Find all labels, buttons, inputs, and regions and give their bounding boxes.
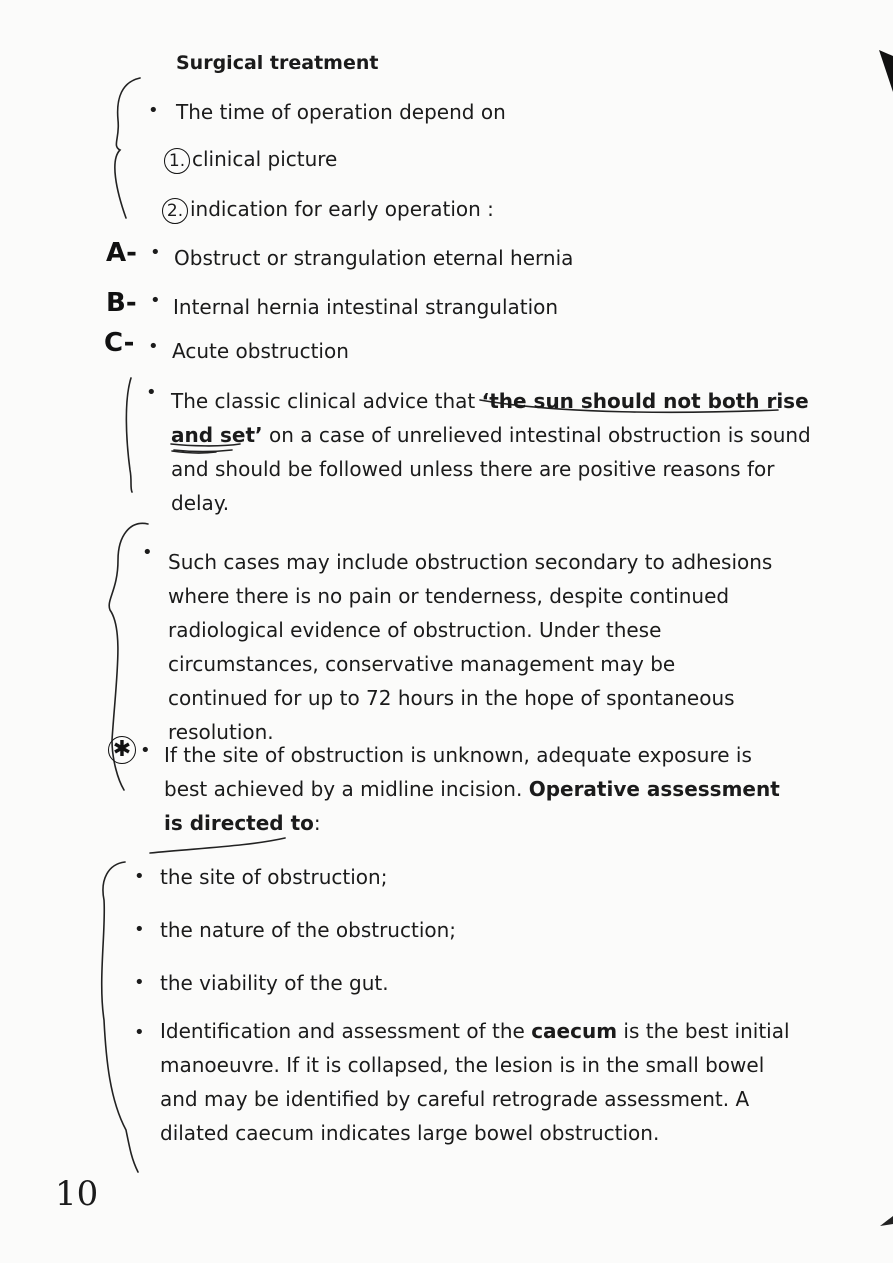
bullet: • <box>134 1022 145 1043</box>
bullet: • <box>134 866 145 887</box>
bold-phrase: Operative assessment is directed to <box>164 777 780 835</box>
circled-number: 2. <box>162 198 188 224</box>
handwritten-letter: A- <box>106 238 137 268</box>
handwritten-letter: C- <box>104 328 135 358</box>
bold-term: caecum <box>531 1019 618 1043</box>
edge-mark <box>875 48 893 92</box>
timing-item-text: indication for early operation : <box>190 197 494 221</box>
quoted-advice: ‘the sun should not both rise and set’ <box>171 389 809 447</box>
bullet: • <box>142 542 153 563</box>
bullet: • <box>148 100 159 121</box>
unknown-site-paragraph: If the site of obstruction is unknown, adequate exposure is best achieved by a midline incision. Operative assessment is directed to: <box>164 743 780 835</box>
classic-advice-paragraph: The classic clinical advice that ‘the sun should not both rise and set’ on a case of unrelieved intestinal obstruction is sound and should be followed unless there are positive reasons for delay. <box>171 389 811 515</box>
timing-item-text: clinical picture <box>192 147 338 171</box>
section-heading: Surgical treatment <box>176 52 379 74</box>
handwritten-letter: B- <box>106 288 137 318</box>
bullet: • <box>146 382 157 403</box>
bullet: • <box>134 972 145 993</box>
timing-item <box>162 192 494 226</box>
asterisk-marker: ✱ <box>108 736 136 764</box>
bullet: • <box>140 740 151 761</box>
bullet: • <box>150 242 161 263</box>
page-number: 10 <box>55 1174 99 1214</box>
timing-item <box>164 142 337 176</box>
edge-mark <box>878 1210 893 1230</box>
bullet: • <box>134 919 145 940</box>
assessment-item: the site of obstruction; <box>160 865 388 889</box>
caecum-paragraph: Identification and assessment of the caecum is the best initial manoeuvre. If it is collapsed, the lesion is in the small bowel and may be identified by careful retrograde assessment. A dilated caecum indicates large bowel obstruction. <box>160 1019 790 1145</box>
assessment-item: the viability of the gut. <box>160 971 389 995</box>
indication-item: Obstruct or strangulation eternal hernia <box>174 246 574 270</box>
bullet: • <box>150 290 161 311</box>
indication-item: Internal hernia intestinal strangulation <box>173 295 559 319</box>
circled-number: 1. <box>164 148 190 174</box>
bullet: • <box>148 336 159 357</box>
delay-cases-paragraph: Such cases may include obstruction secondary to adhesions where there is no pain or tenderness, despite continued radiological evidence of obstruction. Under these circumstances, conservative management may be continued for up to 72 hours in the hope of spontaneous resolution. <box>168 550 773 744</box>
assessment-item: the nature of the obstruction; <box>160 918 457 942</box>
timing-intro: The time of operation depend on <box>176 100 506 124</box>
indication-item: Acute obstruction <box>172 339 349 363</box>
